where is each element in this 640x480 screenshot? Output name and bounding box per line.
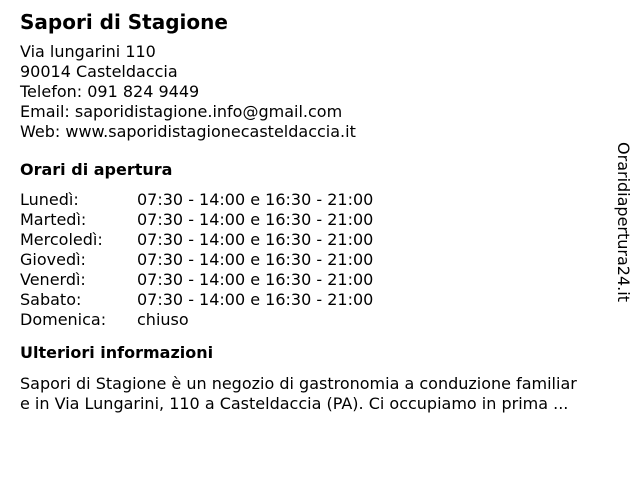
hours-row-sabato xyxy=(20,290,610,310)
hours-row-mercoledi xyxy=(20,230,610,250)
time-value: 07:30 - 14:00 e 16:30 - 21:00 xyxy=(137,230,374,249)
day-label: Lunedì: xyxy=(20,190,79,209)
hours-row-giovedi xyxy=(20,250,610,270)
web-text: Web: www.saporidistagionecasteldaccia.it xyxy=(20,122,356,141)
phone-text: Telefon: 091 824 9449 xyxy=(20,82,200,101)
time-value: 07:30 - 14:00 e 16:30 - 21:00 xyxy=(137,190,374,209)
email-text: Email: saporidistagione.info@gmail.com xyxy=(20,102,343,121)
time-value: 07:30 - 14:00 e 16:30 - 21:00 xyxy=(137,250,374,269)
description-line: Sapori di Stagione è un negozio di gastronomia a conduzione familiar xyxy=(20,374,577,393)
contact-block xyxy=(20,42,610,142)
hours-row-martedi xyxy=(20,210,610,230)
description-line: e in Via Lungarini, 110 a Casteldaccia (PA). Ci occupiamo in prima ... xyxy=(20,394,569,413)
time-value: 07:30 - 14:00 e 16:30 - 21:00 xyxy=(137,290,374,309)
description xyxy=(20,374,610,414)
business-name: Sapori di Stagione xyxy=(20,10,228,34)
time-value: 07:30 - 14:00 e 16:30 - 21:00 xyxy=(137,210,374,229)
day-label: Mercoledì: xyxy=(20,230,103,249)
hours-row-venerdi xyxy=(20,270,610,290)
day-label: Venerdì: xyxy=(20,270,86,289)
more-info-heading: Ulteriori informazioni xyxy=(20,343,214,362)
site-watermark: Oraridiapertura24.it xyxy=(614,142,633,302)
hours-row-lunedi xyxy=(20,190,610,210)
day-label: Domenica: xyxy=(20,310,107,329)
time-value: 07:30 - 14:00 e 16:30 - 21:00 xyxy=(137,270,374,289)
day-label: Martedì: xyxy=(20,210,87,229)
business-card xyxy=(20,8,610,414)
time-value: chiuso xyxy=(137,310,189,329)
day-label: Giovedì: xyxy=(20,250,86,269)
hours-table xyxy=(20,190,610,330)
hours-heading: Orari di apertura xyxy=(20,160,173,179)
hours-row-domenica xyxy=(20,310,610,330)
address-city: 90014 Casteldaccia xyxy=(20,62,178,81)
day-label: Sabato: xyxy=(20,290,82,309)
address-street: Via lungarini 110 xyxy=(20,42,156,61)
